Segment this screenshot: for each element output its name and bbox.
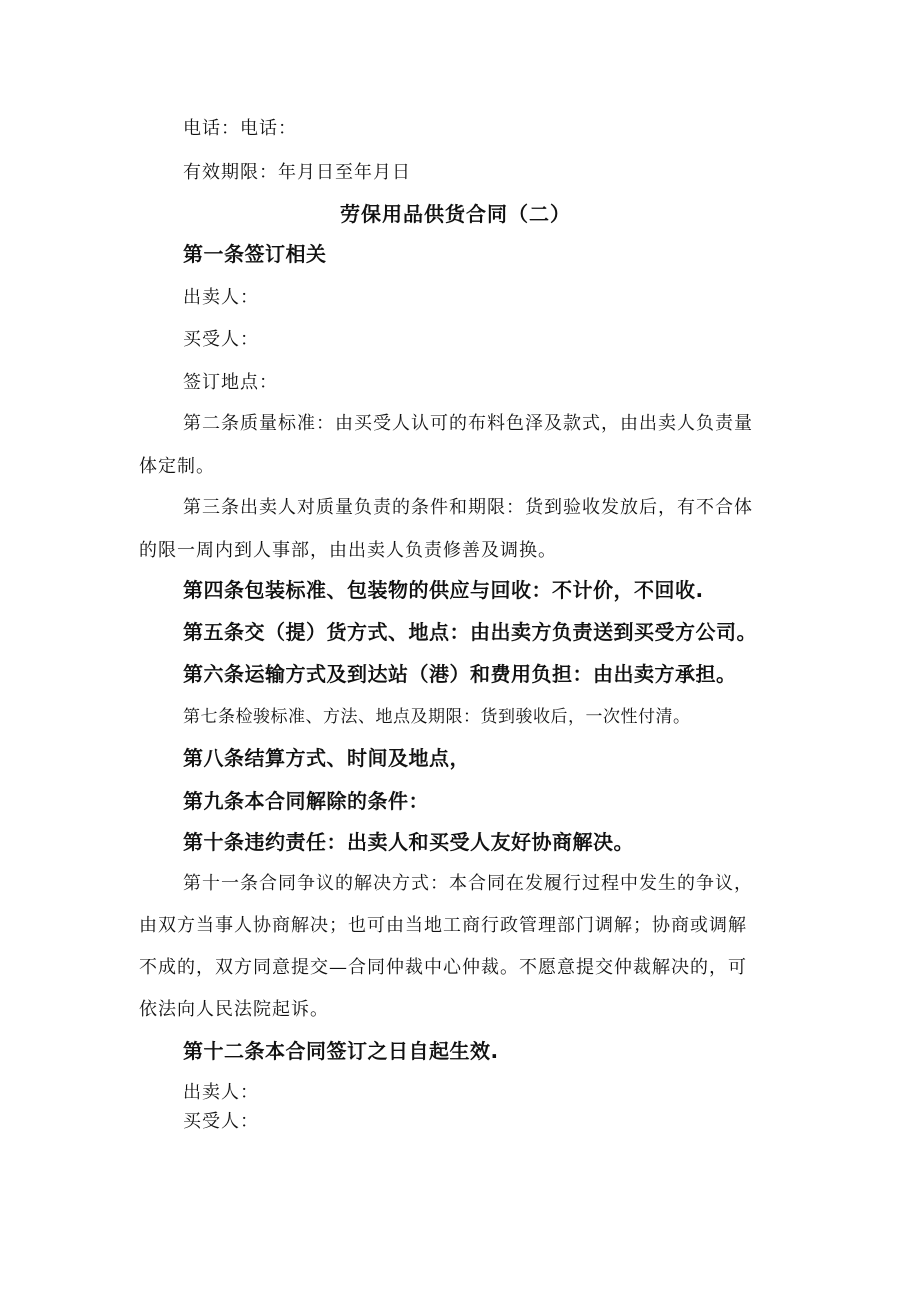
signature-buyer: 买受人： bbox=[183, 1111, 259, 1132]
article-3-line-1: 第三条出卖人对质量负责的条件和期限：货到验收发放后，有不合体 bbox=[183, 497, 753, 518]
article-11-line-4: 依法向人民法院起诉。 bbox=[139, 999, 329, 1020]
article-1-heading: 第一条签订相关 bbox=[183, 242, 327, 266]
article-4-line: 第四条包装标准、包装物的供应与回收：不计价，不回收. bbox=[183, 578, 704, 602]
phone-line: 电话：电话： bbox=[183, 118, 297, 139]
seller-field: 出卖人： bbox=[183, 287, 259, 308]
article-5-line: 第五条交（提）货方式、地点：由出卖方负责送到买受方公司。 bbox=[183, 620, 757, 644]
article-10-line: 第十条违约责任：出卖人和买受人友好协商解决。 bbox=[183, 830, 634, 854]
validity-line: 有效期限：年月日至年月日 bbox=[183, 162, 411, 183]
document-title: 劳保用品供货合同（二） bbox=[340, 202, 571, 226]
article-11-line-2: 由双方当事人协商解决；也可由当地工商行政管理部门调解；协商或调解 bbox=[139, 915, 747, 936]
article-3-line-2: 的限一周内到人事部，由出卖人负责修善及调换。 bbox=[139, 540, 557, 561]
article-12-line: 第十二条本合同签订之日自起生效. bbox=[183, 1039, 499, 1063]
article-7-line: 第七条检骏标准、方法、地点及期限：货到骏收后，一次性付清。 bbox=[183, 707, 691, 727]
buyer-field: 买受人： bbox=[183, 329, 259, 350]
article-6-line: 第六条运输方式及到达站（港）和费用负担：由出卖方承担。 bbox=[183, 662, 737, 686]
article-8-line: 第八条结算方式、时间及地点， bbox=[183, 746, 470, 770]
article-2-line-1: 第二条质量标准：由买受人认可的布料色泽及款式，由出卖人负责量 bbox=[183, 413, 753, 434]
article-9-line: 第九条本合同解除的条件： bbox=[183, 789, 429, 813]
sign-place-field: 签订地点： bbox=[183, 372, 278, 393]
article-2-line-2: 体定制。 bbox=[139, 456, 215, 477]
article-11-line-1: 第十一条合同争议的解决方式：本合同在发履行过程中发生的争议， bbox=[183, 873, 753, 894]
signature-seller: 出卖人： bbox=[183, 1082, 259, 1103]
article-11-line-3: 不成的，双方同意提交—合同仲裁中心仲裁。不愿意提交仲裁解决的，可 bbox=[139, 957, 747, 978]
